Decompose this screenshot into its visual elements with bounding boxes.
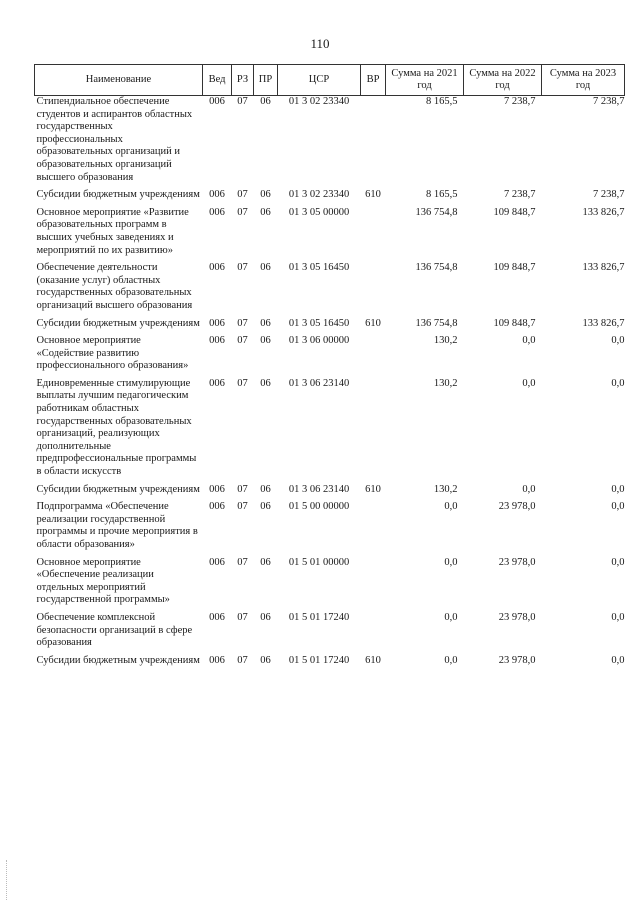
cell-sum-2023: 0,0 xyxy=(611,377,625,389)
cell-pr: 06 xyxy=(260,335,271,347)
binding-margin-marks xyxy=(6,860,9,900)
cell-name: Основное мероприятие «Обеспечение реализации отдельных мероприятий государственной программы» xyxy=(36,556,170,606)
cell-csr: 01 5 01 00000 xyxy=(288,556,350,568)
table-header-row xyxy=(35,65,625,96)
cell-sum-2022: 23 978,0 xyxy=(498,501,536,513)
header-sum-2021: Сумма на 2021 год xyxy=(386,65,464,96)
cell-rz: 07 xyxy=(237,96,248,107)
cell-pr: 06 xyxy=(260,654,271,666)
cell-name: Основное мероприятие «Содействие развитию профессионального образования» xyxy=(36,335,189,372)
cell-sum-2021: 136 754,8 xyxy=(415,262,458,274)
cell-sum-2022: 23 978,0 xyxy=(498,611,536,623)
cell-sum-2021: 130,2 xyxy=(433,377,458,389)
cell-sum-2023: 7 238,7 xyxy=(593,189,625,201)
cell-vr xyxy=(361,612,386,650)
cell-sum-2023: 0,0 xyxy=(611,483,625,495)
header-csr: ЦСР xyxy=(278,65,361,96)
cell-sum-2021: 0,0 xyxy=(444,501,458,513)
header-sum-2022: Сумма на 2022 год xyxy=(464,65,542,96)
cell-sum-2022: 0,0 xyxy=(522,335,536,347)
cell-sum-2023: 0,0 xyxy=(611,654,625,666)
cell-rz: 07 xyxy=(237,556,248,568)
cell-csr: 01 3 02 23340 xyxy=(288,189,350,201)
cell-vr xyxy=(361,557,386,607)
cell-vr xyxy=(361,501,386,551)
cell-sum-2023: 133 826,7 xyxy=(582,206,625,218)
cell-name: Подпрограмма «Обеспечение реализации государственной программы и прочие мероприятия в области образования» xyxy=(36,501,198,550)
cell-ved: 006 xyxy=(209,377,225,389)
cell-sum-2023: 133 826,7 xyxy=(582,262,625,274)
cell-name: Субсидии бюджетным учреждениям xyxy=(36,654,200,666)
cell-rz: 07 xyxy=(237,654,248,666)
cell-ved: 006 xyxy=(209,206,225,218)
cell-sum-2021: 8 165,5 xyxy=(426,189,458,201)
cell-vr xyxy=(361,335,386,373)
cell-rz: 07 xyxy=(237,206,248,218)
cell-name: Единовременные стимулирующие выплаты лучшим педагогическим работникам областных государственных образовательных организаций, реализующих дополнительные предпрофессиональные программы в области искусств xyxy=(36,377,197,478)
cell-vr: 610 xyxy=(365,483,381,495)
cell-vr xyxy=(361,378,386,479)
header-vr: ВР xyxy=(361,65,386,96)
header-sum-2023: Сумма на 2023 год xyxy=(542,65,625,96)
cell-name: Стипендиальное обеспечение студентов и аспирантов областных государственных профессиональных образовательных организаций и образовательных организаций высшего образования xyxy=(36,96,193,183)
cell-vr: 610 xyxy=(365,189,381,201)
page-number: 110 xyxy=(310,36,330,51)
cell-sum-2022: 109 848,7 xyxy=(493,206,536,218)
row-spacer xyxy=(35,667,625,672)
cell-rz: 07 xyxy=(237,501,248,513)
cell-vr xyxy=(361,262,386,312)
table-row xyxy=(35,501,625,551)
cell-sum-2022: 7 238,7 xyxy=(504,96,536,107)
cell-sum-2022: 23 978,0 xyxy=(498,654,536,666)
cell-name: Обеспечение комплексной безопасности организаций в сфере образования xyxy=(36,611,193,649)
cell-sum-2023: 0,0 xyxy=(611,611,625,623)
cell-pr: 06 xyxy=(260,501,271,513)
cell-rz: 07 xyxy=(237,483,248,495)
cell-name: Субсидии бюджетным учреждениям xyxy=(36,189,200,201)
cell-csr: 01 3 02 23340 xyxy=(288,96,350,107)
cell-vr xyxy=(361,96,386,185)
cell-name: Основное мероприятие «Развитие образовательных программ в высших учебных заведениях и мероприятий по их развитию» xyxy=(36,206,189,256)
cell-sum-2022: 109 848,7 xyxy=(493,262,536,274)
table-row xyxy=(35,484,625,497)
cell-ved: 006 xyxy=(209,611,225,623)
cell-ved: 006 xyxy=(209,501,225,513)
cell-name: Субсидии бюджетным учреждениям xyxy=(36,483,200,495)
cell-rz: 07 xyxy=(237,262,248,274)
cell-sum-2023: 0,0 xyxy=(611,556,625,568)
cell-csr: 01 3 06 23140 xyxy=(288,483,350,495)
cell-csr: 01 3 05 16450 xyxy=(288,317,350,329)
cell-ved: 006 xyxy=(209,262,225,274)
cell-pr: 06 xyxy=(260,96,271,107)
cell-sum-2021: 136 754,8 xyxy=(415,317,458,329)
header-rz: РЗ xyxy=(232,65,254,96)
table-row xyxy=(35,335,625,373)
cell-sum-2021: 0,0 xyxy=(444,654,458,666)
cell-sum-2023: 0,0 xyxy=(611,501,625,513)
table-body xyxy=(35,96,625,673)
cell-sum-2023: 0,0 xyxy=(611,335,625,347)
cell-sum-2021: 130,2 xyxy=(433,335,458,347)
table-row xyxy=(35,378,625,479)
table-row xyxy=(35,262,625,312)
cell-rz: 07 xyxy=(237,377,248,389)
cell-sum-2021: 130,2 xyxy=(433,483,458,495)
cell-sum-2021: 8 165,5 xyxy=(426,96,458,107)
cell-pr: 06 xyxy=(260,189,271,201)
cell-pr: 06 xyxy=(260,556,271,568)
cell-vr xyxy=(361,207,386,257)
cell-ved: 006 xyxy=(209,189,225,201)
cell-csr: 01 3 06 23140 xyxy=(288,377,350,389)
cell-sum-2021: 0,0 xyxy=(444,611,458,623)
cell-ved: 006 xyxy=(209,335,225,347)
cell-vr: 610 xyxy=(365,654,381,666)
header-name: Наименование xyxy=(35,65,203,96)
cell-sum-2022: 7 238,7 xyxy=(504,189,536,201)
table-row xyxy=(35,557,625,607)
table-row xyxy=(35,96,625,185)
cell-pr: 06 xyxy=(260,206,271,218)
cell-sum-2022: 109 848,7 xyxy=(493,317,536,329)
cell-rz: 07 xyxy=(237,189,248,201)
header-pr: ПР xyxy=(254,65,278,96)
table-row xyxy=(35,207,625,257)
table-row xyxy=(35,612,625,650)
cell-name: Обеспечение деятельности (оказание услуг) областных государственных образовательных организаций высшего образования xyxy=(36,262,193,311)
cell-csr: 01 3 05 00000 xyxy=(288,206,350,218)
cell-sum-2022: 0,0 xyxy=(522,377,536,389)
cell-pr: 06 xyxy=(260,611,271,623)
cell-pr: 06 xyxy=(260,377,271,389)
cell-pr: 06 xyxy=(260,262,271,274)
cell-name: Субсидии бюджетным учреждениям xyxy=(36,317,200,329)
cell-pr: 06 xyxy=(260,483,271,495)
cell-pr: 06 xyxy=(260,317,271,329)
cell-csr: 01 5 01 17240 xyxy=(288,654,350,666)
header-ved: Вед xyxy=(203,65,232,96)
cell-sum-2023: 7 238,7 xyxy=(593,96,625,107)
cell-sum-2022: 23 978,0 xyxy=(498,556,536,568)
table-row xyxy=(35,189,625,202)
cell-csr: 01 3 06 00000 xyxy=(288,335,350,347)
cell-sum-2021: 136 754,8 xyxy=(415,206,458,218)
cell-sum-2022: 0,0 xyxy=(522,483,536,495)
cell-sum-2023: 133 826,7 xyxy=(582,317,625,329)
table-row xyxy=(35,655,625,668)
cell-rz: 07 xyxy=(237,317,248,329)
cell-csr: 01 3 05 16450 xyxy=(288,262,350,274)
cell-csr: 01 5 01 17240 xyxy=(288,611,350,623)
cell-vr: 610 xyxy=(365,317,381,329)
cell-ved: 006 xyxy=(209,96,225,107)
cell-ved: 006 xyxy=(209,483,225,495)
budget-table xyxy=(34,64,625,672)
cell-ved: 006 xyxy=(209,556,225,568)
cell-csr: 01 5 00 00000 xyxy=(288,501,350,513)
cell-sum-2021: 0,0 xyxy=(444,556,458,568)
cell-ved: 006 xyxy=(209,654,225,666)
cell-ved: 006 xyxy=(209,317,225,329)
cell-rz: 07 xyxy=(237,611,248,623)
cell-rz: 07 xyxy=(237,335,248,347)
table-row xyxy=(35,318,625,331)
